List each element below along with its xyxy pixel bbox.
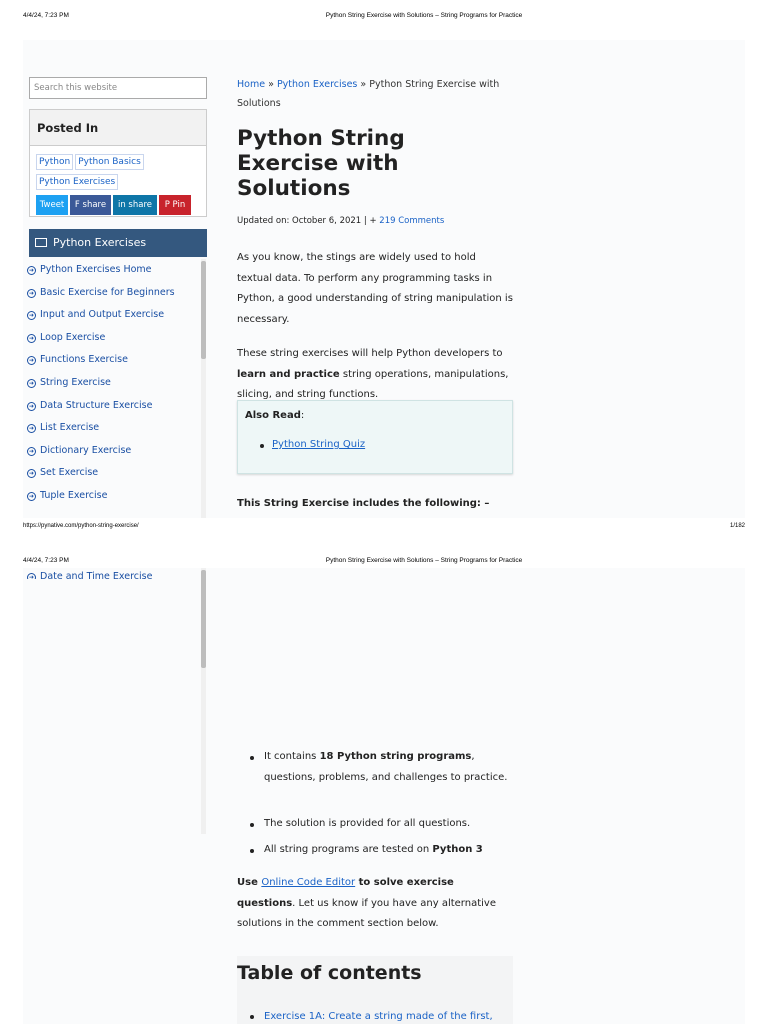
table-of-contents <box>237 956 513 1024</box>
breadcrumb-home[interactable]: Home <box>237 79 266 90</box>
posted-in-title: Posted In <box>30 110 206 146</box>
page-2 <box>23 568 745 1024</box>
nav-item[interactable]: ➜ Basic Exercise for Beginners <box>28 286 175 298</box>
arrow-circle-icon: ➜ <box>28 402 35 410</box>
purpose-paragraph: These string exercises will help Python developers to learn and practice string operations, manipulations, slicing, and string functions. <box>237 348 509 400</box>
tag-list <box>30 146 206 192</box>
nav-scrollbar-thumb-2[interactable] <box>201 570 206 668</box>
online-code-editor-link[interactable]: Online Code Editor <box>261 877 356 888</box>
nav-scrollbar-thumb[interactable] <box>201 261 206 359</box>
python-string-quiz-link[interactable]: Python String Quiz <box>272 439 366 450</box>
breadcrumb-current: Python String Exercise with Solutions <box>237 79 500 109</box>
includes-heading: This String Exercise includes the following: – <box>237 498 490 509</box>
pinterest-pin-button[interactable]: P Pin <box>159 195 191 215</box>
arrow-circle-icon: ➜ <box>27 573 36 579</box>
arrow-circle-icon: ➜ <box>28 470 35 478</box>
nav-item[interactable]: ➜ Loop Exercise <box>28 331 106 343</box>
python-exercises-nav-header <box>29 229 207 257</box>
nav-item[interactable]: ➜ Data Structure Exercise <box>28 399 153 411</box>
nav-title: Python Exercises <box>53 236 147 249</box>
print-title: Python String Exercise with Solutions – String Programs for Practice <box>325 12 523 19</box>
tweet-button[interactable]: Tweet <box>36 195 68 215</box>
posted-in-box <box>29 109 207 217</box>
print-page-number: 1/182 <box>729 523 745 529</box>
arrow-circle-icon: ➜ <box>28 312 35 320</box>
list-item: All string programs are tested on Python 3 <box>264 844 483 855</box>
arrow-circle-icon: ➜ <box>28 379 35 387</box>
arrow-circle-icon: ➜ <box>28 357 35 365</box>
arrow-circle-icon: ➜ <box>28 447 35 455</box>
bullet <box>250 823 254 827</box>
updated-date: Updated on: October 6, 2021 | <box>237 216 367 226</box>
bullet <box>250 1015 254 1019</box>
nav-item[interactable]: ➜ Tuple Exercise <box>28 489 108 501</box>
arrow-circle-icon: ➜ <box>28 492 35 500</box>
page-1 <box>23 40 745 518</box>
arrow-circle-icon: ➜ <box>28 334 35 342</box>
facebook-share-button[interactable]: F share <box>70 195 111 215</box>
list-item: The solution is provided for all questions. <box>264 818 471 829</box>
toc-title: Table of contents <box>237 962 422 984</box>
editor-paragraph: Use Online Code Editor to solve exercise questions. Let us know if you have any alternative solutions in the comment section below. <box>237 877 496 929</box>
intro-paragraph: As you know, the stings are widely used to hold textual data. To perform any programming tasks in Python, a good understanding of string manipulation is necessary. <box>237 252 513 325</box>
search-input[interactable]: Search this website <box>29 77 207 99</box>
nav-item[interactable]: ➜ List Exercise <box>28 422 100 434</box>
nav-item[interactable]: ➜ Input and Output Exercise <box>28 309 165 321</box>
arrow-circle-icon: ➜ <box>28 425 35 433</box>
arrow-circle-icon: ➜ <box>28 289 35 297</box>
arrow-circle-icon: ➜ <box>28 267 35 274</box>
nav-item[interactable]: ➜ Functions Exercise <box>28 354 128 366</box>
exercise-nav-list <box>27 259 199 508</box>
nav-item[interactable]: ➜ String Exercise <box>28 376 111 388</box>
linkedin-share-button[interactable]: in share <box>113 195 157 215</box>
comments-link[interactable]: 219 Comments <box>379 216 445 226</box>
print-header-2: 4/4/24, 7:23 PM Python String Exercise with Solutions – String Programs for Practice <box>23 557 523 564</box>
article-main <box>237 76 513 406</box>
print-date: 4/4/24, 7:23 PM <box>23 12 69 19</box>
laptop-icon <box>35 238 47 247</box>
page-title: Python String Exercise with Solutions <box>237 126 405 201</box>
bullet <box>260 444 264 448</box>
breadcrumb-python-exercises[interactable]: Python Exercises <box>276 79 358 90</box>
print-footer <box>0 523 768 535</box>
tag-python[interactable]: Python <box>36 154 73 170</box>
print-url: https://pynative.com/python-string-exercise/ <box>23 523 139 529</box>
also-read-box <box>237 400 513 474</box>
also-read-title: Also Read: <box>245 410 305 421</box>
list-item: It contains 18 Python string programs, questions, problems, and challenges to practice. <box>264 751 508 783</box>
breadcrumb: Home » Python Exercises » Python String Exercise with Solutions <box>237 79 500 109</box>
nav-item[interactable]: ➜ Dictionary Exercise <box>28 444 132 456</box>
nav-item-cut[interactable]: ➜ Date and Time Exercise <box>27 570 152 579</box>
post-meta: Updated on: October 6, 2021 | + 219 Comments <box>237 216 445 226</box>
bullet <box>250 756 254 760</box>
print-header <box>0 12 768 26</box>
tag-python-exercises[interactable]: Python Exercises <box>36 174 118 190</box>
toc-item[interactable]: Exercise 1A: Create a string made of the first, <box>264 1011 493 1022</box>
nav-item[interactable]: ➜ Set Exercise <box>28 467 99 479</box>
nav-item[interactable]: ➜ Python Exercises Home <box>28 264 152 275</box>
bullet <box>250 849 254 853</box>
tag-python-basics[interactable]: Python Basics <box>75 154 144 170</box>
includes-list <box>237 747 513 867</box>
